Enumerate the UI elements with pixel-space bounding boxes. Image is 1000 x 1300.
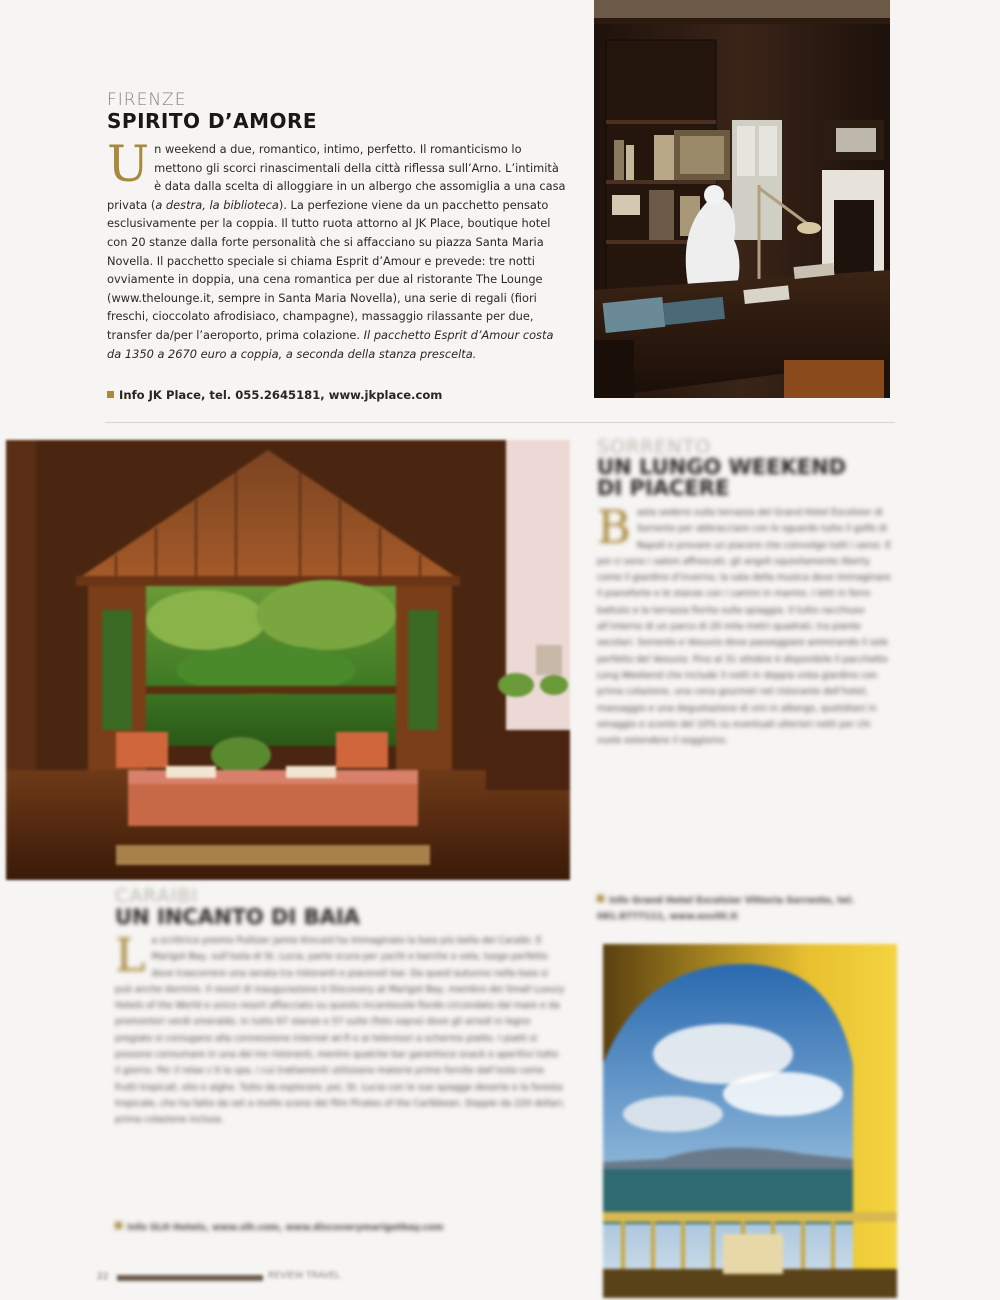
photo-caribbean-suite bbox=[6, 440, 570, 880]
body-text: a scrittrice premio Pulitzer Jamie Kincaid ha immaginato la baia più bella dei Caraibi. E Marigot Bay, sull’isola di St. Lucia, parte scura per yacht e barche a vela, luogo perfetto dove trascorrere una serata tra ristoranti e piacevoli bar. Da quest’autunno nella baia si può anche dormire. Il resort di inaugurazione è Discovery at Marigot Bay, membro dei Small Luxury Hotels of the World e unico resort affacciato su questo incantevole fiordo circondato dal mare e da promontori verdi smeraldo. In tutto 67 stanze e 57 suite (foto sopra) dove gli arredi in legno pregiato si coniugano alla connessione internet wi-fi e ai televisori a schermo piatto. I piatti si possono consumare in una dei tre ristoranti, mentre qualche bar garantisce snack e aperitivi tutto il giorno. Per il relax c’è la spa, i cui trattamenti utilizzano materie prime fornite dall’isola come frutti tropicali, olio e alghe. Tutto da esplorare, poi, St. Lucia con le sue spiagge deserte e la foresta tropicale, che ha fatto da set a molte scene dei film Pirates of the Caribbean. Doppie da 220 dollari, prima colazione inclusa. bbox=[115, 936, 565, 1126]
photo-arch-window-sea bbox=[603, 944, 897, 1298]
info-line-slh bbox=[115, 1222, 565, 1233]
footer-running-title: REVIEW TRAVEL bbox=[268, 1271, 341, 1281]
info-line-excelsior bbox=[597, 893, 895, 925]
dropcap-letter: U bbox=[107, 135, 150, 193]
dropcap-letter: B bbox=[597, 500, 631, 554]
article-body-firenze bbox=[107, 135, 567, 363]
arch-illustration bbox=[603, 944, 897, 1298]
bullet-square-icon bbox=[115, 1222, 122, 1229]
info-text: Info JK Place, tel. 055.2645181, www.jkplace.com bbox=[119, 388, 443, 402]
body-text: asta sedersi sulla terrazza del Grand Hotel Excelsior di Sorrento per abbracciare con lo sguardo tutto il golfo di Napoli e provare un piacere che coinvolge tutti i sensi. E poi ci sono i saloni affrescati, gli angoli squisitamente liberty come il giardino d’inverno, la sala della musica dove immaginare il pianoforte e le stanze con i camini in marmo. I letti in ferro battuto e la terrazza fiorita sulla spiaggia. Il tutto racchiuso all’interno di un parco di 20 mila metri quadrati, tra piante secolari. Sorrento e Vesuvio dove passeggiare ammirando il sole perfetto del Vesuvio. Fino al 31 ottobre è disponibile il pacchetto Long Weekend che include 3 notti in doppia vista giardino con prima colazione, una cena gourmet nel ristorante dell’hotel, massaggio e una degustazione di vini in albergo, quotidiani in omaggio e sconto del 10% su eventuali ulteriori notti per chi vuole estendere il soggiorno. bbox=[597, 508, 892, 747]
headline-spirito-damore: SPIRITO D’AMORE bbox=[107, 109, 318, 133]
headline-lungo-weekend: UN LUNGO WEEKEND DI PIACERE bbox=[597, 455, 847, 500]
info-text: Info Grand Hotel Excelsior Vittoria Sorrento, tel. 081.8777111, www.exvitt.it bbox=[597, 896, 855, 922]
bullet-square-icon bbox=[107, 391, 114, 398]
body-text-rest: ). La perfezione viene da un pacchetto pensato esclusivamente per la coppia. Il tutto ruota attorno al JK Place, boutique hotel con 20 stanze dalla forte personalità che si affacciano su piazza Santa Maria Novella. Il pacchetto speciale si chiama Esprit d’Amour e prevede: tre notti ovviamente in doppia, una cena romantica per due al ristorante The Lounge (www.thelounge.it, sempre in Santa Maria Novella), una serie di regali (fiori freschi, cioccolato afrodisiaco, champagne), massaggio rilassante per due, transfer da/per l’aeroporto, prima colazione. bbox=[107, 197, 551, 342]
body-text-italic: a destra, la biblioteca bbox=[155, 197, 279, 212]
dropcap-letter: L bbox=[115, 928, 146, 982]
photo-library-room bbox=[594, 0, 890, 398]
section-kicker-firenze: FIRENZE bbox=[107, 90, 187, 110]
section-kicker-caraibi: CARAIBI bbox=[115, 885, 198, 907]
suite-illustration bbox=[6, 440, 570, 880]
info-text: Info SLH Hotels, www.slh.com, www.discoverymarigotbay.com bbox=[127, 1223, 444, 1233]
section-kicker-sorrento: SORRENTO bbox=[597, 436, 712, 458]
bullet-square-icon bbox=[597, 895, 604, 902]
library-illustration bbox=[594, 0, 890, 398]
article-body-caraibi bbox=[115, 928, 565, 1129]
body-text-main: n weekend a due, romantico, intimo, perfetto. Il romanticismo lo mettono gli scorci rinascimentali della città riflessa sull’Arno. L’intimità è data dalla scelta di alloggiare in un albergo che assomiglia a una casa privata ( bbox=[107, 142, 566, 212]
body-text-price: Il pacchetto Esprit d’Amour costa da 1350 a 2670 euro a coppia, a seconda della stanza prescelta. bbox=[107, 327, 554, 361]
section-divider bbox=[105, 422, 895, 423]
page-number: 22 bbox=[97, 1272, 109, 1282]
headline-incanto-di-baia: UN INCANTO DI BAIA bbox=[115, 905, 360, 929]
article-body-sorrento bbox=[597, 500, 895, 749]
info-line-jk-place bbox=[107, 388, 442, 402]
footer-color-bar bbox=[117, 1275, 263, 1281]
